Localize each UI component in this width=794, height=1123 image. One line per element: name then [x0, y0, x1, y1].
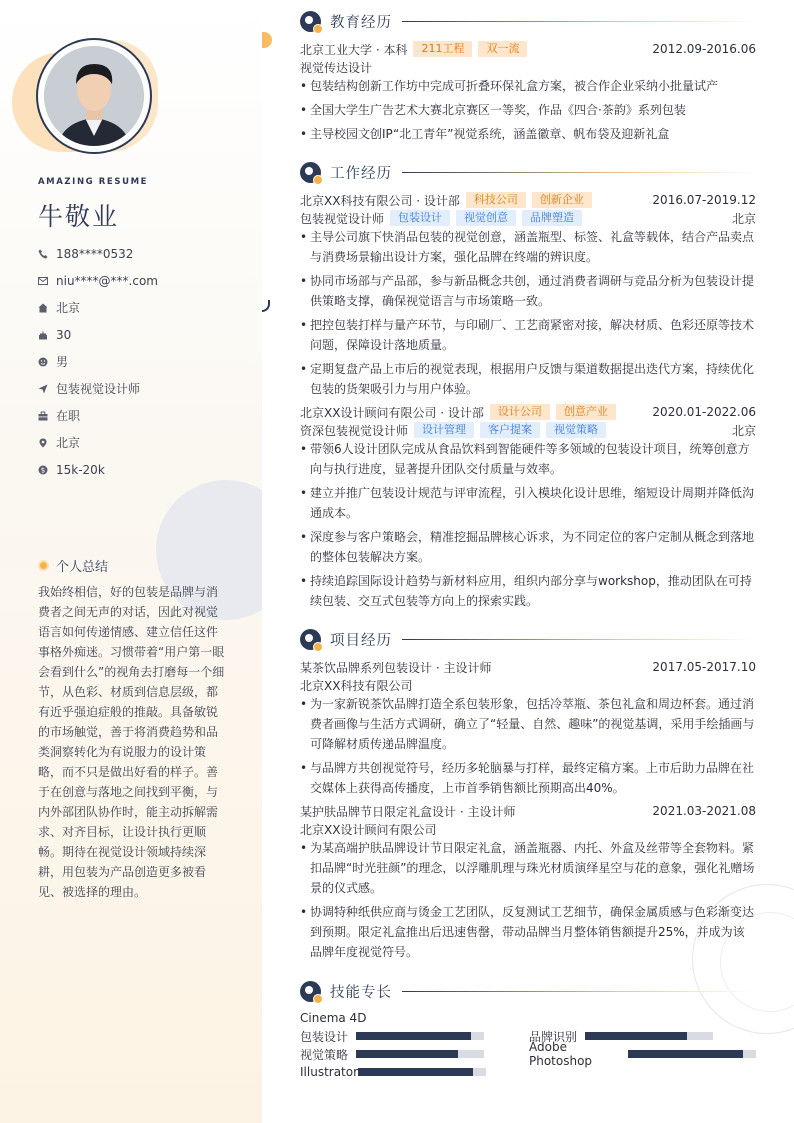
tag: 视觉策略 [546, 422, 606, 438]
section-icon [300, 629, 321, 650]
list-item: • 深度参与客户策略会，精准挖掘品牌核心诉求，为不同定位的客户定制从概念到落地的整体包装解决方案。 [300, 527, 756, 567]
mail-icon [38, 276, 48, 286]
city: 北京 [731, 423, 756, 438]
send-icon [38, 384, 48, 394]
cake-icon [38, 330, 48, 340]
tag: 品牌塑造 [522, 210, 582, 226]
project-org: 北京XX科技有限公司 [300, 678, 413, 693]
job-role-row [300, 209, 756, 227]
skill-item [300, 1028, 484, 1044]
list-item: • 全国大学生广告艺术大赛北京赛区一等奖，作品《四合·茶韵》系列包装 [300, 100, 756, 120]
education-heading: 教育经历 [300, 10, 756, 32]
decorative-arc [262, 300, 270, 312]
skill-name: 视觉策略 [300, 1047, 349, 1062]
info-age: 30 [38, 321, 248, 348]
date: 2017.05-2017.10 [652, 660, 756, 674]
skills-heading: 技能专长 [300, 980, 756, 1002]
skill-name: 品牌识别 [529, 1029, 578, 1044]
date: 2020.01-2022.06 [652, 405, 756, 419]
skill-bar-fill [356, 1050, 458, 1058]
info-location: 北京 [38, 429, 248, 456]
tag: 211工程 [413, 41, 472, 57]
projects-heading: 项目经历 [300, 628, 756, 650]
section-divider [402, 991, 756, 992]
project-org: 北京XX设计顾问有限公司 [300, 822, 437, 837]
home-icon [38, 303, 48, 313]
project-title-row [300, 658, 756, 676]
job-company-row [300, 403, 756, 421]
project-org-row [300, 676, 756, 694]
skill-bar [628, 1050, 756, 1058]
skill-bar [356, 1032, 484, 1040]
gender-icon [38, 357, 48, 367]
skill-item [300, 1046, 484, 1062]
svg-text:$: $ [40, 466, 46, 474]
decorative-half-circle [262, 32, 272, 48]
skill-bar-fill [628, 1050, 743, 1058]
skill-bar-fill [356, 1032, 471, 1040]
skill-bar [356, 1050, 484, 1058]
info-status: 在职 [38, 402, 248, 429]
skill-item [300, 1064, 486, 1080]
personal-info-list [38, 240, 248, 483]
list-item: • 与品牌方共创视觉符号，经历多轮脑暴与打样，最终定稿方案。上市后助力品牌在社交媒体上获得高传播度，上市首季销售额比预期高出40%。 [300, 758, 756, 798]
tag: 客户提案 [480, 422, 540, 438]
company-name: 北京XX设计顾问有限公司 · 设计部 [300, 405, 484, 420]
project-org-row [300, 820, 756, 838]
date: 2012.09-2016.06 [652, 42, 756, 56]
tag: 双一流 [478, 41, 527, 57]
tag: 科技公司 [466, 192, 526, 208]
job-role-row [300, 421, 756, 439]
city: 北京 [731, 211, 756, 226]
tag: 视觉创意 [456, 210, 516, 226]
section-icon [300, 981, 321, 1002]
section-divider [402, 21, 756, 22]
person-name: 牛敬业 [38, 202, 120, 231]
list-item: • 主导公司旗下快消品包装的视觉创意，涵盖瓶型、标签、礼盒等载体，结合产品卖点与消费场景输出设计方案，强化品牌在终端的辨识度。 [300, 227, 756, 267]
tag: 创新企业 [532, 192, 592, 208]
brand-label: AMAZING RESUME [38, 177, 149, 187]
info-email: niu****@***.com [38, 267, 248, 294]
education-school-row [300, 40, 756, 58]
project-name: 某茶饮品牌系列包装设计 · 主设计师 [300, 660, 492, 675]
summary-heading: 个人总结 [38, 556, 108, 575]
tag: 设计管理 [414, 422, 474, 438]
list-item: • 包装结构创新工作坊中完成可折叠环保礼盒方案，被合作企业采纳小批量试产 [300, 76, 756, 96]
location-pin-icon [38, 438, 48, 448]
tag: 包装设计 [390, 210, 450, 226]
section-divider [402, 639, 756, 640]
school-name: 北京工业大学 · 本科 [300, 42, 408, 57]
date: 2016.07-2019.12 [652, 193, 756, 207]
list-item: • 协调特种纸供应商与烫金工艺团队，反复测试工艺细节，确保金属质感与色彩渐变达到预期。限定礼盒推出后迅速售罄，带动品牌当月整体销售额提升25%，并成为该品牌年度视觉符号。 [300, 902, 756, 962]
info-phone: 188****0532 [38, 240, 248, 267]
info-gender: 男 [38, 348, 248, 375]
tag: 创意产业 [556, 404, 616, 420]
education-major-row [300, 58, 756, 76]
salary-icon [38, 465, 48, 475]
list-item: • 定期复盘产品上市后的视觉表现，根据用户反馈与渠道数据提出迭代方案，持续优化包装的货架吸引力与用户体验。 [300, 359, 756, 399]
list-item: • 把控包装打样与量产环节，与印刷厂、工艺商紧密对接，解决材质、色彩还原等技术问题，保障设计落地质量。 [300, 315, 756, 355]
role: 包装视觉设计师 [300, 211, 385, 226]
list-item: • 建立并推广包装设计规范与评审流程，引入模块化设计思维，缩短设计周期并降低沟通成本。 [300, 483, 756, 523]
skill-bar [358, 1068, 486, 1076]
list-item: • 协同市场部与产品部，参与新品概念共创，通过消费者调研与竞品分析为包装设计提供策略支撑，确保视觉语言与市场策略一致。 [300, 271, 756, 311]
section-divider [402, 172, 756, 173]
skill-item [529, 1040, 756, 1068]
skill-name: Adobe Photoshop [529, 1040, 593, 1068]
info-salary: $ 15k-20k [38, 456, 248, 483]
avatar [44, 46, 144, 146]
briefcase-icon [38, 411, 48, 421]
company-name: 北京XX科技有限公司 · 设计部 [300, 193, 460, 208]
tag: 设计公司 [490, 404, 550, 420]
list-item: • 主导校园文创IP“北工青年”视觉系统，涵盖徽章、帆布袋及迎新礼盒 [300, 124, 756, 144]
summary-text: 我始终相信，好的包装是品牌与消费者之间无声的对话，因此对视觉语言如何传递情感、建立信任这件事格外痴迷。习惯带着“用户第一眼会看到什么”的视角去打磨每一个细节，从色彩、材质到信息层级，都有近乎强迫症般的推敲。具备敏锐的市场触觉，善于将消费趋势和品类洞察转化为有说服力的设计策略，而不只是做出好看的样子。善于在创意与落地之间找到平衡，与内外部团队协作时，能主动拆解需求、对齐目标，让设计执行更顺畅。期待在视觉设计领域持续深耕，用包装为产品创造更多被看见、被选择的理由。 [38, 585, 225, 899]
job-company-row [300, 191, 756, 209]
skill-name: Illustrator [300, 1065, 359, 1079]
skill-bar-fill [585, 1032, 687, 1040]
list-item: • 为一家新锐茶饮品牌打造全系包装形象，包括冷萃瓶、茶包礼盒和周边杯套。通过消费者画像与生活方式调研，确立了“轻量、自然、趣味”的视觉基调，采用手绘插画与可降解材质传递品牌温度。 [300, 694, 756, 754]
list-item: • 持续追踪国际设计趋势与新材料应用，组织内部分享与workshop，推动团队在可持续包装、交互式包装等方向上的探索实践。 [300, 571, 756, 611]
info-home: 北京 [38, 294, 248, 321]
project-title-row [300, 802, 756, 820]
phone-icon [38, 249, 48, 259]
section-icon [300, 11, 321, 32]
section-icon [300, 162, 321, 183]
skill-name: 包装设计 [300, 1029, 349, 1044]
skill-bar-fill [358, 1068, 473, 1076]
skill-extra: Cinema 4D [300, 1011, 367, 1025]
date: 2021.03-2021.08 [652, 804, 756, 818]
dot-icon [38, 560, 49, 571]
major: 视觉传达设计 [300, 60, 373, 75]
info-position: 包装视觉设计师 [38, 375, 248, 402]
skill-bar [585, 1032, 713, 1040]
list-item: • 带领6人设计团队完成从食品饮料到智能硬件等多领域的包装设计项目，统筹创意方向与执行进度，显著提升团队交付质量与效率。 [300, 439, 756, 479]
work-heading: 工作经历 [300, 161, 756, 183]
sidebar [0, 0, 262, 1123]
project-name: 某护肤品牌节日限定礼盒设计 · 主设计师 [300, 804, 516, 819]
role: 资深包装视觉设计师 [300, 423, 409, 438]
list-item: • 为某高端护肤品牌设计节日限定礼盒，涵盖瓶器、内托、外盒及丝带等全套物料。紧扣品牌“时光驻颜”的理念，以浮雕肌理与珠光材质演绎星空与花的意象，强化礼赠场景的仪式感。 [300, 838, 756, 898]
